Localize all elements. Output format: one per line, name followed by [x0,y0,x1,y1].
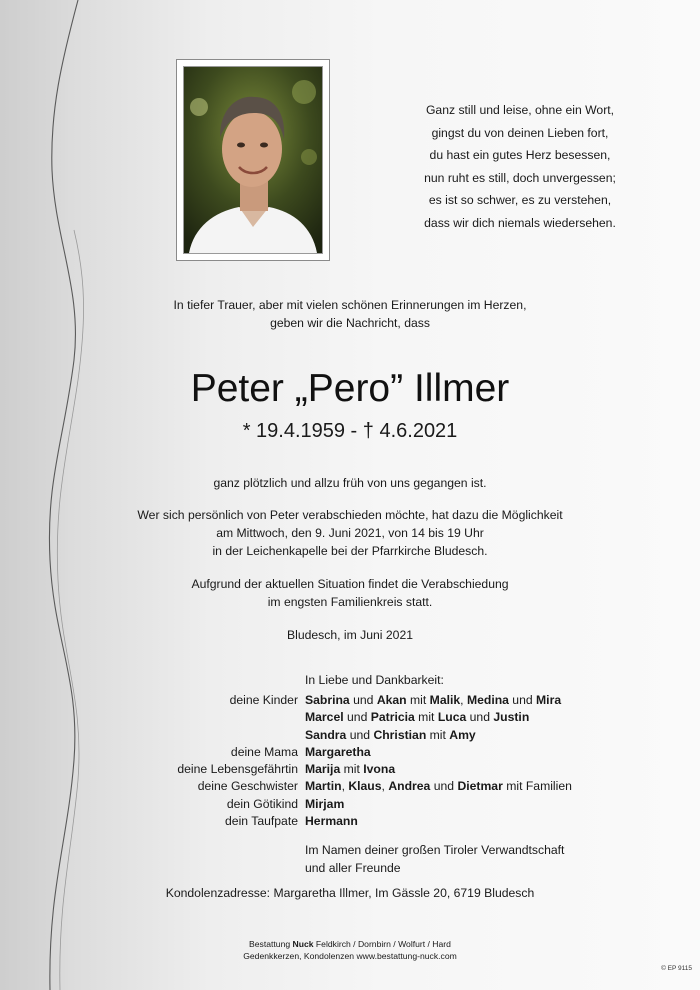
family-member-name: Margaretha [305,744,371,759]
poem-line: Ganz still und leise, ohne ein Wort, [425,103,615,117]
place-date: Bludesch, im Juni 2021 [286,628,413,642]
family-connector: , [341,779,349,794]
poem-line: dass wir dich niemals wiedersehen. [424,215,616,230]
life-dates: * 19.4.1959 - † 4.6.2021 [242,420,458,442]
family-member-name: Mira [536,693,562,707]
family-connector: mit Familien [502,779,572,794]
family-member-name: Malik [429,693,461,707]
family-connector: und [430,779,458,794]
family-connector: , [460,693,467,707]
family-connector: und [343,710,371,725]
situation-line: im engsten Familienkreis statt. [267,595,433,609]
family-member-name: Medina [466,693,509,707]
relatives-line: und aller Freunde [305,861,401,875]
relatives-line: Im Namen deiner großen Tiroler Verwandtschaft [305,843,565,857]
family-relation: deine Mama [230,744,298,759]
poem-line: gingst du von deinen Lieben fort, [431,125,609,140]
farewell-info [0,506,700,560]
family-member-name: Klaus [348,779,382,794]
family-member-name: Marcel [305,710,344,725]
family-relation: dein Taufpate [225,814,298,829]
family-names [305,813,358,830]
family-names [305,744,371,761]
situation-info [0,575,700,611]
family-row [0,744,700,761]
family-names [305,778,572,795]
family-names [305,727,476,744]
poem [355,99,685,235]
family-row [0,813,700,830]
passing-text: ganz plötzlich und allzu früh von uns gegangen ist. [213,476,487,490]
poem-line: nun ruht es still, doch unvergessen; [424,170,616,185]
family-names [305,761,395,778]
family-relation: deine Kinder [229,693,298,707]
portrait-photo [183,66,323,254]
relatives-text [305,841,564,877]
family-names [305,709,529,726]
condolence-address: Kondolenzadresse: Margaretha Illmer, Im Gässle 20, 6719 Bludesch [165,886,535,900]
farewell-line: am Mittwoch, den 9. Juni 2021, von 14 bis 19 Uhr [216,526,484,540]
poem-line: du hast ein gutes Herz besessen, [429,148,611,163]
family-member-name: Mirjam [305,796,345,811]
family-row [0,778,700,795]
family-connector: mit [340,762,364,777]
family-row [0,692,700,709]
family-member-name: Akan [376,693,407,707]
family-connector: mit [426,727,450,742]
family-row [0,709,700,726]
family-member-name: Sandra [305,727,347,742]
family-connector: und [508,693,537,707]
farewell-line: Wer sich persönlich von Peter verabschieden möchte, hat dazu die Möglichkeit [137,508,563,522]
poem-line: es ist so schwer, es zu verstehen, [428,193,612,208]
family-connector: , [381,779,389,794]
gratitude-heading: In Liebe und Dankbarkeit: [305,673,444,687]
copyright-note: © EP 9115 [661,965,692,972]
farewell-line: in der Leichenkapelle bei der Pfarrkirche Bludesch. [212,544,488,558]
family-member-name: Justin [493,710,530,725]
family-member-name: Luca [437,710,467,725]
intro-text [0,296,700,332]
deceased-name: Peter „Pero” Illmer [190,367,510,410]
family-member-name: Patricia [370,710,415,725]
footer-brand: Nuck [292,939,314,949]
family-relation: dein Götikind [226,796,298,811]
family-member-name: Sabrina [305,693,350,707]
family-names [305,796,344,813]
footer-locations: Feldkirch / Dornbirn / Wolfurt / Hard [313,939,451,949]
family-connector: und [466,710,494,725]
family-row [0,761,700,778]
family-relation: deine Lebensgefährtin [177,762,298,777]
family-member-name: Hermann [305,814,358,829]
family-member-name: Marija [305,762,341,777]
family-member-name: Martin [305,779,342,794]
family-row [0,727,700,744]
portrait-frame [176,59,330,261]
family-member-name: Dietmar [457,779,503,794]
situation-line: Aufgrund der aktuellen Situation findet die Verabschiedung [191,577,509,591]
family-member-name: Amy [449,727,476,742]
undertaker-footer [0,938,700,962]
decorative-curve [0,0,120,990]
family-relation: deine Geschwister [197,779,298,794]
family-member-name: Andrea [388,779,431,794]
family-connector: mit [414,710,438,725]
family-member-name: Ivona [363,762,396,777]
family-list [0,692,700,830]
family-member-name: Christian [373,727,427,742]
footer-line-1 [0,938,700,950]
family-connector: und [349,693,377,707]
footer-line-2: Gedenkkerzen, Kondolenzen www.bestattung-nuck.com [243,951,457,961]
footer-prefix: Bestattung [249,939,293,949]
family-connector: mit [406,693,430,707]
intro-line: geben wir die Nachricht, dass [270,316,430,330]
family-names [305,692,561,709]
family-row [0,796,700,813]
family-connector: und [346,727,374,742]
intro-line: In tiefer Trauer, aber mit vielen schönen Erinnerungen im Herzen, [173,298,527,312]
